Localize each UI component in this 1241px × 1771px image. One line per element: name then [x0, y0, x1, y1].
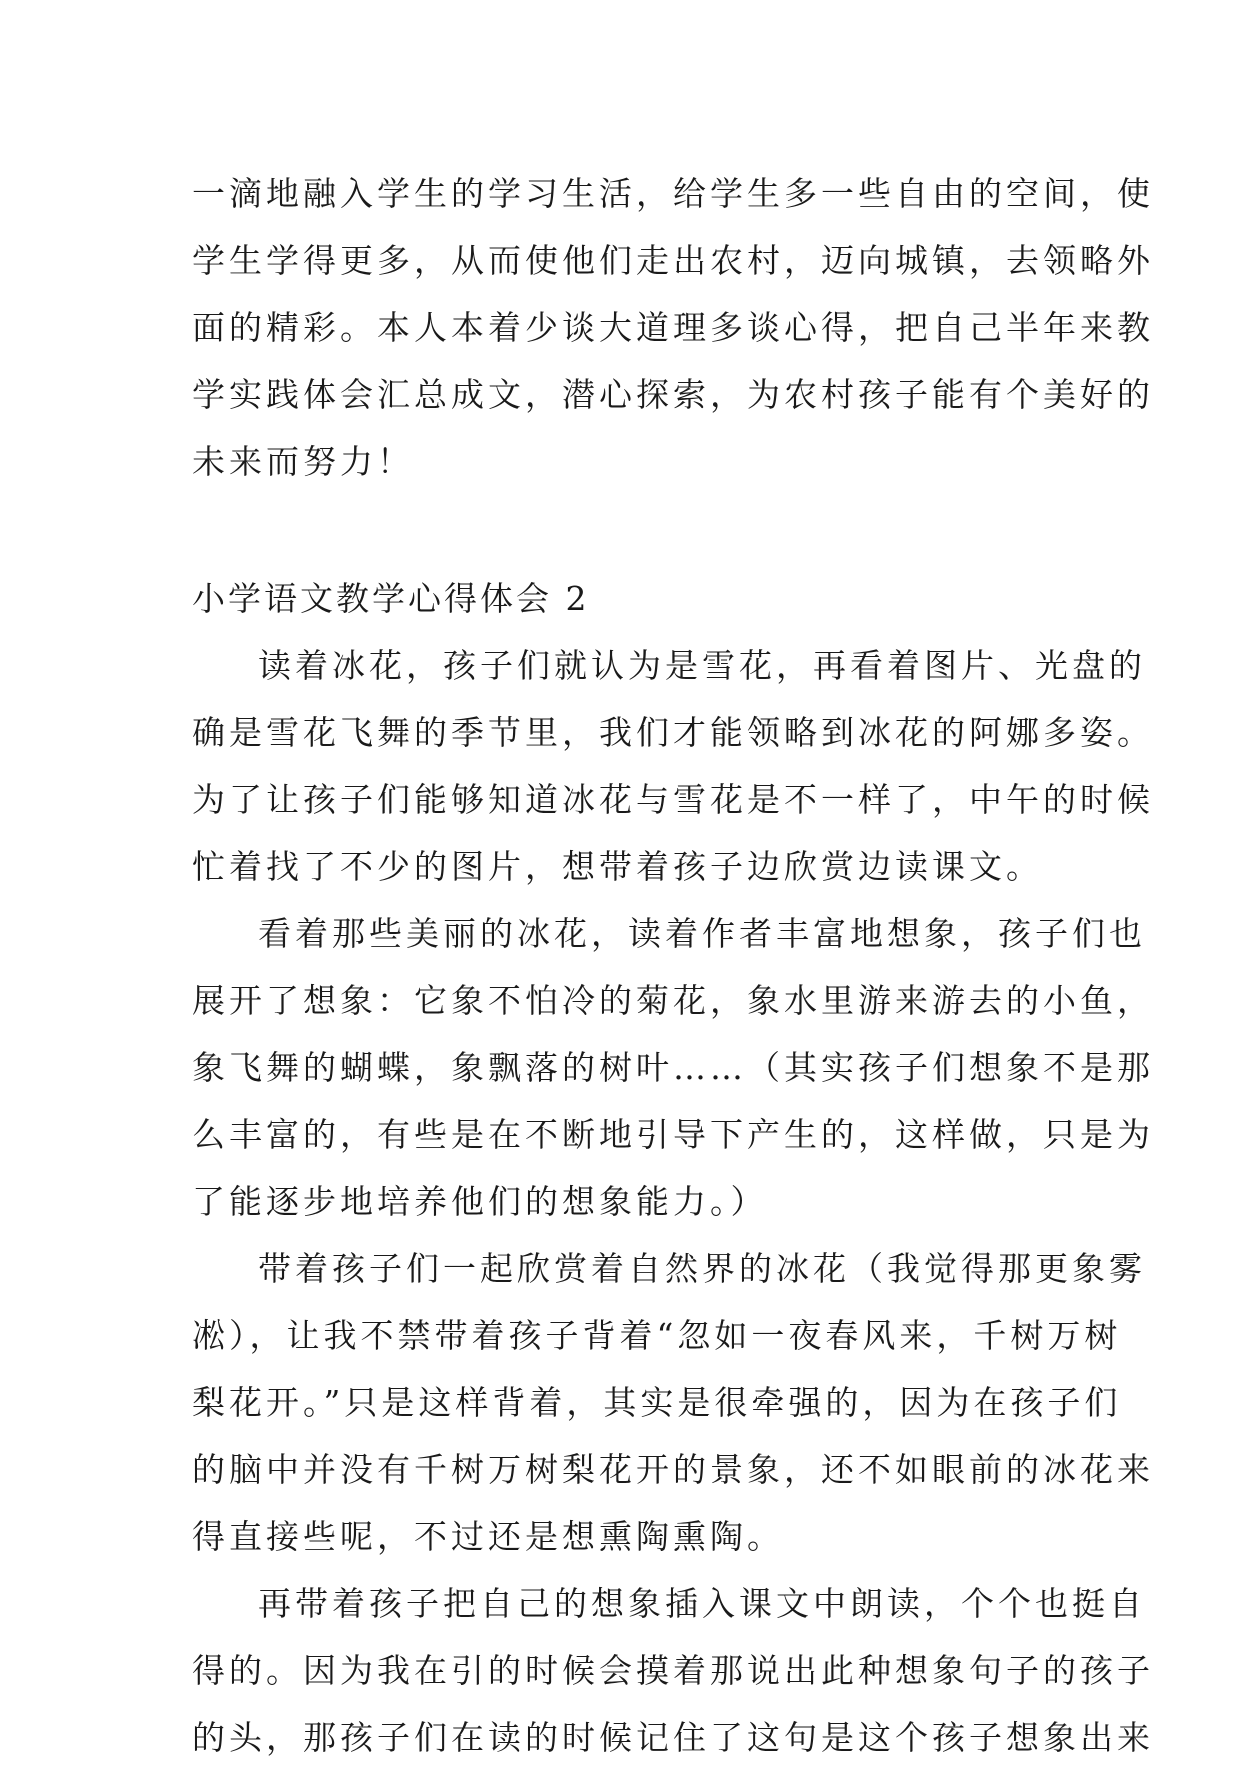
text-line: 读着冰花，孩子们就认为是雪花，再看着图片、光盘的 — [258, 646, 1146, 685]
text-line: 的脑中并没有千树万树梨花开的景象，还不如眼前的冰花来 — [192, 1450, 1154, 1489]
text-line: 了能逐步地培养他们的想象能力。） — [192, 1182, 768, 1221]
text-line: 展开了想象：它象不怕冷的菊花，象水里游来游去的小鱼， — [192, 981, 1154, 1020]
text-line: 象飞舞的蝴蝶，象飘落的树叶……（其实孩子们想象不是那 — [192, 1048, 1154, 1087]
text-line: 带着孩子们一起欣赏着自然界的冰花（我觉得那更象雾 — [258, 1249, 1146, 1288]
paragraph-3 — [192, 1235, 1154, 1570]
text-line: 么丰富的，有些是在不断地引导下产生的，这样做，只是为 — [192, 1115, 1154, 1154]
text-line: 学实践体会汇总成文，潜心探索，为农村孩子能有个美好的 — [192, 375, 1154, 414]
text-line: 的头，那孩子们在读的时候记住了这句是这个孩子想象出来 — [192, 1718, 1154, 1757]
text-line: 未来而努力！ — [192, 442, 414, 481]
section-title: 小学语文教学心得体会 2 — [192, 579, 590, 618]
text-line: 再带着孩子把自己的想象插入课文中朗读，个个也挺自 — [258, 1584, 1146, 1623]
paragraph-4 — [192, 1570, 1154, 1771]
text-line: 面的精彩。本人本着少谈大道理多谈心得，把自己半年来教 — [192, 308, 1154, 347]
text-line: 忙着找了不少的图片，想带着孩子边欣赏边读课文。 — [192, 847, 1043, 886]
text-line: 为了让孩子们能够知道冰花与雪花是不一样了，中午的时候 — [192, 780, 1154, 819]
text-line: 一滴地融入学生的学习生活，给学生多一些自由的空间，使 — [192, 174, 1154, 213]
text-line: 确是雪花飞舞的季节里，我们才能领略到冰花的阿娜多姿。 — [192, 713, 1154, 752]
text-line: 凇），让我不禁带着孩子背着“忽如一夜春风来，千树万树 — [192, 1316, 1122, 1355]
text-line: 梨花开。”只是这样背着，其实是很牵强的，因为在孩子们 — [192, 1383, 1122, 1422]
document-body — [192, 160, 1154, 1771]
text-line: 学生学得更多，从而使他们走出农村，迈向城镇，去领略外 — [192, 241, 1154, 280]
paragraph-1 — [192, 632, 1154, 900]
text-line: 得直接些呢，不过还是想熏陶熏陶。 — [192, 1517, 784, 1556]
text-line: 看着那些美丽的冰花，读着作者丰富地想象，孩子们也 — [258, 914, 1146, 953]
paragraph-2 — [192, 900, 1154, 1235]
section-spacer — [192, 495, 1072, 565]
intro-paragraph — [192, 160, 1154, 495]
text-line: 得的。因为我在引的时候会摸着那说出此种想象句子的孩子 — [192, 1651, 1154, 1690]
